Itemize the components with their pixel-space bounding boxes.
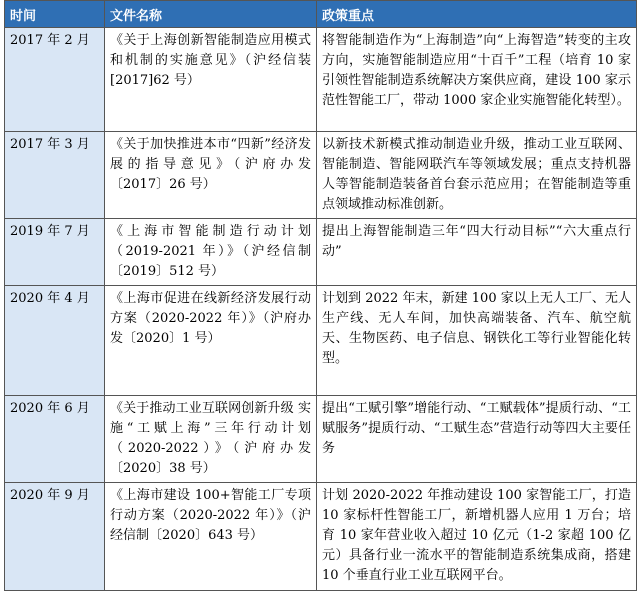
table-row [5, 132, 637, 219]
cell-document: 《上海市建设 100+智能工厂专项行动方案（2020-2022 年）》（沪经信制〔2020〕643 号） [105, 483, 317, 591]
header-row [5, 1, 637, 28]
cell-focus: 计划到 2022 年末，新建 100 家以上无人工厂、无人生产线、无人车间，加快高端装备、汽车、航空航天、生物医药、电子信息、钢铁化工等行业智能化转型。 [317, 286, 637, 396]
cell-time: 2020 年 4 月 [5, 286, 105, 396]
header-focus: 政策重点 [317, 1, 637, 28]
cell-document: 《关于上海创新智能制造应用模式和机制的实施意见》（沪经信装[2017]62 号） [105, 28, 317, 132]
cell-focus: 以新技术新模式推动制造业升级，推动工业互联网、智能制造、智能网联汽车等领域发展；重点支持机器人等智能制造装备首台套示范应用；在智能制造等重点领域推动标准创新。 [317, 132, 637, 219]
cell-document: 《上海市促进在线新经济发展行动方案（2020-2022 年）》（沪府办发〔2020〕1 号） [105, 286, 317, 396]
table-row [5, 286, 637, 396]
table-row [5, 396, 637, 483]
cell-document: 《关于推动工业互联网创新升级 实施“工赋上海”三年行动计划（2020-2022）》（沪府办发〔2020〕38 号） [105, 396, 317, 483]
cell-focus: 将智能制造作为“上海制造”向“上海智造”转变的主攻方向，实施智能制造应用“十百千”工程（培育 10 家引领性智能制造系统解决方案供应商，建设 100 家示范性智能工厂，带动 1000 家企业实施智能化转型）。 [317, 28, 637, 132]
cell-time: 2020 年 9 月 [5, 483, 105, 591]
cell-time: 2017 年 2 月 [5, 28, 105, 132]
table-row [5, 483, 637, 591]
policy-table [4, 0, 637, 591]
table-row [5, 219, 637, 286]
cell-time: 2017 年 3 月 [5, 132, 105, 219]
cell-document: 《上海市智能制造行动计划（2019-2021 年）》（沪经信制〔2019〕512 号） [105, 219, 317, 286]
header-time: 时间 [5, 1, 105, 28]
cell-focus: 提出“工赋引擎”增能行动、“工赋载体”提质行动、“工赋服务”提质行动、“工赋生态”营造行动等四大主要任务 [317, 396, 637, 483]
cell-focus: 提出上海智能制造三年“四大行动目标”“六大重点行动” [317, 219, 637, 286]
table-row [5, 28, 637, 132]
cell-time: 2019 年 7 月 [5, 219, 105, 286]
cell-time: 2020 年 6 月 [5, 396, 105, 483]
cell-focus: 计划 2020-2022 年推动建设 100 家智能工厂，打造 10 家标杆性智能工厂，新增机器人应用 1 万台；培育 10 家年营业收入超过 10 亿元（1-2 家超 100 亿元）具备行业一流水平的智能制造系统集成商，搭建 10 个垂直行业工业互联网平台。 [317, 483, 637, 591]
cell-document: 《关于加快推进本市“四新”经济发展的指导意见》（沪府办发〔2017〕26 号） [105, 132, 317, 219]
header-document: 文件名称 [105, 1, 317, 28]
